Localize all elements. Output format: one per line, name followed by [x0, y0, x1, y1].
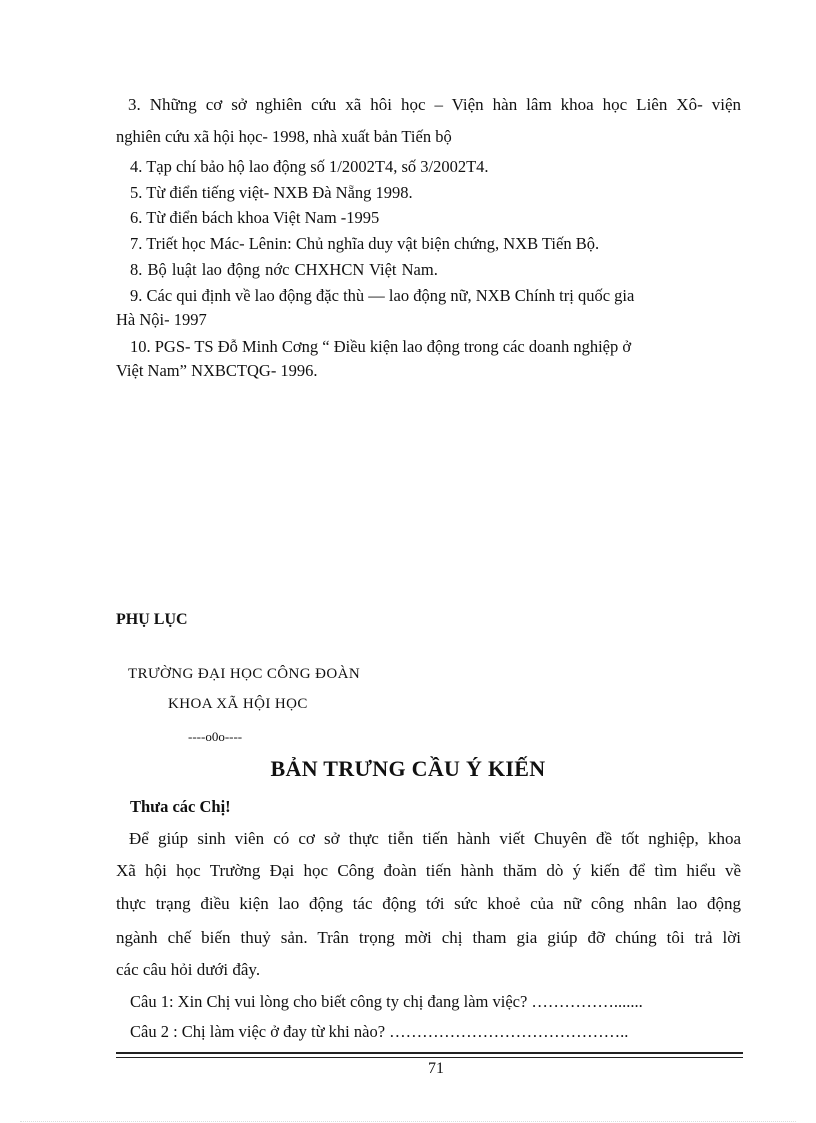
reference-item-10-continued: Việt Nam” NXBCTQG- 1996. — [116, 361, 318, 380]
school-name: TRƯỜNG ĐẠI HỌC CÔNG ĐOÀN — [128, 666, 361, 682]
reference-item-7: 7. Triết học Mác- Lênin: Chủ nghĩa duy vật biện chứng, NXB Tiến Bộ. — [130, 234, 600, 253]
reference-item-3 — [116, 95, 741, 115]
reference-item-3-text: 3. Những cơ sở nghiên cứu xã hôi học – Viện hàn lâm khoa học Liên Xô- viện — [128, 95, 741, 114]
intro-line: các câu hỏi dưới đây. — [116, 960, 261, 979]
page-bottom-edge — [20, 1121, 796, 1122]
greeting: Thưa các Chị! — [130, 797, 231, 816]
reference-item-4: 4. Tạp chí bảo hộ lao động số 1/2002T4, số 3/2002T4. — [130, 157, 489, 176]
footer-rule-thin — [116, 1057, 743, 1058]
reference-item-8: 8. Bộ luật lao động nớc CHXHCN Việt Nam. — [130, 260, 438, 279]
reference-item-6: 6. Từ điển bách khoa Việt Nam -1995 — [130, 208, 380, 227]
footer-rule-thick — [116, 1052, 743, 1054]
page-number: 71 — [428, 1060, 444, 1077]
question-2: Câu 2 : Chị làm việc ở đay từ khi nào? …………………………………….. — [130, 1022, 629, 1041]
appendix-heading: PHỤ LỤC — [116, 611, 188, 628]
ornament-divider: ----o0o---- — [188, 729, 243, 744]
intro-line: Xã hội học Trường Đại học Công đoàn tiến hành thăm dò ý kiến để tìm hiểu về — [116, 861, 741, 880]
question-1: Câu 1: Xin Chị vui lòng cho biết công ty chị đang làm việc? ……………....... — [130, 992, 643, 1011]
intro-line: ngành chế biến thuỷ sản. Trân trọng mời chị tham gia giúp đỡ chúng tôi trả lời — [116, 928, 741, 947]
reference-item-5: 5. Từ điển tiếng việt- NXB Đà Nẵng 1998. — [130, 183, 413, 202]
reference-item-9-continued: Hà Nội- 1997 — [116, 310, 207, 329]
intro-line: Để giúp sinh viên có cơ sở thực tiễn tiến hành viết Chuyên đề tốt nghiệp, khoa — [129, 829, 741, 848]
questionnaire-title: BẢN TRƯNG CẦU Ý KIẾN — [270, 756, 546, 781]
reference-item-9: 9. Các qui định về lao động đặc thù — lao động nữ, NXB Chính trị quốc gia — [130, 286, 635, 305]
reference-item-3-continued: nghiên cứu xã hội học- 1998, nhà xuất bản Tiến bộ — [116, 127, 452, 146]
intro-line: thực trạng điều kiện lao động tác động tới sức khoẻ của nữ công nhân lao động — [116, 894, 741, 913]
faculty-name: KHOA XÃ HỘI HỌC — [168, 696, 308, 712]
reference-item-10: 10. PGS- TS Đỗ Minh Cơng “ Điều kiện lao động trong các doanh nghiệp ở — [130, 337, 632, 356]
